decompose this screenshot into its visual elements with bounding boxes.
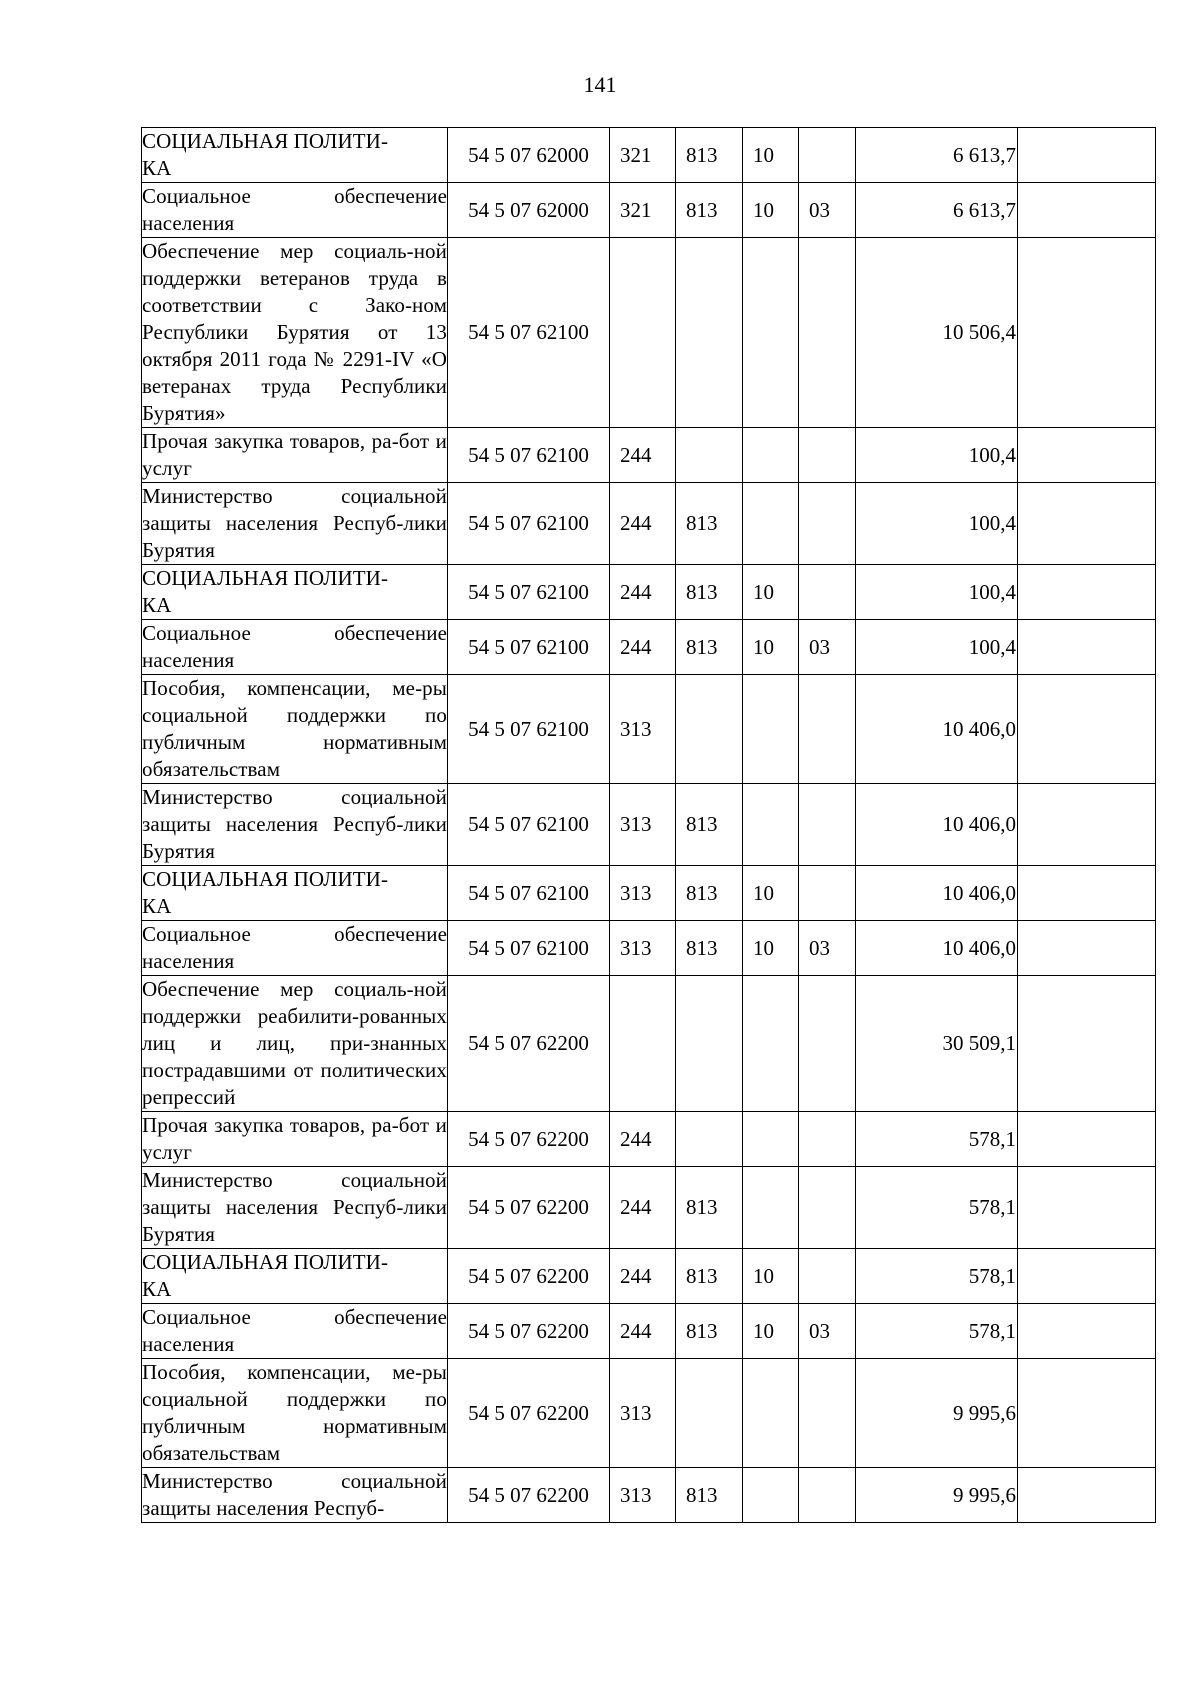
row-expense-type: 313 [610, 866, 676, 921]
row-amount: 578,1 [856, 1304, 1018, 1359]
row-amount: 9 995,6 [856, 1468, 1018, 1523]
row-extra [1018, 565, 1156, 620]
row-section [743, 1468, 799, 1523]
row-ministry-code [676, 675, 743, 784]
row-ministry-code [676, 428, 743, 483]
row-amount: 100,4 [856, 620, 1018, 675]
row-name-text: СОЦИАЛЬНАЯ ПОЛИТИ- КА [142, 1250, 389, 1301]
row-section: 10 [743, 183, 799, 238]
row-ministry-code: 813 [676, 1304, 743, 1359]
row-name [142, 1304, 448, 1359]
row-ministry-code: 813 [676, 784, 743, 866]
row-expense-type: 313 [610, 784, 676, 866]
row-target-code: 54 5 07 62100 [448, 483, 610, 565]
row-expense-type: 313 [610, 921, 676, 976]
row-amount: 578,1 [856, 1167, 1018, 1249]
row-extra [1018, 483, 1156, 565]
row-name [142, 1249, 448, 1304]
row-ministry-code: 813 [676, 128, 743, 183]
row-extra [1018, 1359, 1156, 1468]
row-name [142, 1468, 448, 1523]
row-expense-type: 244 [610, 1112, 676, 1167]
table-row [142, 1249, 1156, 1304]
row-amount: 100,4 [856, 428, 1018, 483]
row-ministry-code: 813 [676, 183, 743, 238]
row-name [142, 1112, 448, 1167]
row-amount: 10 406,0 [856, 784, 1018, 866]
row-amount: 30 509,1 [856, 976, 1018, 1112]
row-section [743, 238, 799, 428]
row-name-text: Социальное обеспечение населения [142, 621, 447, 672]
row-ministry-code [676, 238, 743, 428]
row-ministry-code: 813 [676, 483, 743, 565]
row-target-code: 54 5 07 62100 [448, 620, 610, 675]
table-row [142, 1304, 1156, 1359]
row-target-code: 54 5 07 62100 [448, 428, 610, 483]
row-expense-type: 244 [610, 565, 676, 620]
row-section: 10 [743, 1249, 799, 1304]
row-name [142, 565, 448, 620]
row-expense-type [610, 238, 676, 428]
row-name-text: Социальное обеспечение населения [142, 922, 447, 973]
row-subsection [799, 428, 856, 483]
row-name-text: Министерство социальной защиты населения Респуб- [142, 1469, 447, 1520]
row-expense-type [610, 976, 676, 1112]
row-name-text: СОЦИАЛЬНАЯ ПОЛИТИ- КА [142, 129, 389, 180]
row-amount: 100,4 [856, 565, 1018, 620]
row-name-text: Пособия, компенсации, ме-ры социальной поддержки по публичным нормативным обязательствам [142, 1360, 447, 1465]
row-name-text: Министерство социальной защиты населения Респуб-лики Бурятия [142, 484, 447, 562]
row-extra [1018, 1167, 1156, 1249]
row-amount: 10 406,0 [856, 866, 1018, 921]
row-name [142, 921, 448, 976]
row-target-code: 54 5 07 62200 [448, 976, 610, 1112]
row-extra [1018, 128, 1156, 183]
row-subsection [799, 483, 856, 565]
row-ministry-code: 813 [676, 1468, 743, 1523]
row-name-text: Обеспечение мер социаль-ной поддержки реабилити-рованных лиц и лиц, при-знанных пострадавшими от политических репрессий [142, 977, 447, 1109]
row-section [743, 483, 799, 565]
row-section [743, 1112, 799, 1167]
row-target-code: 54 5 07 62200 [448, 1468, 610, 1523]
row-amount: 10 406,0 [856, 675, 1018, 784]
row-section [743, 428, 799, 483]
row-amount: 9 995,6 [856, 1359, 1018, 1468]
table-row [142, 565, 1156, 620]
row-expense-type: 244 [610, 1249, 676, 1304]
row-extra [1018, 1112, 1156, 1167]
table-row [142, 921, 1156, 976]
table-body [142, 128, 1156, 1523]
row-name-text: СОЦИАЛЬНАЯ ПОЛИТИ- КА [142, 867, 389, 918]
row-name [142, 128, 448, 183]
row-expense-type: 321 [610, 183, 676, 238]
row-target-code: 54 5 07 62100 [448, 921, 610, 976]
row-subsection [799, 238, 856, 428]
row-subsection [799, 1167, 856, 1249]
row-amount: 6 613,7 [856, 183, 1018, 238]
row-target-code: 54 5 07 62000 [448, 128, 610, 183]
row-name-text: СОЦИАЛЬНАЯ ПОЛИТИ- КА [142, 566, 389, 617]
row-amount: 100,4 [856, 483, 1018, 565]
row-extra [1018, 183, 1156, 238]
row-ministry-code: 813 [676, 921, 743, 976]
table-row [142, 128, 1156, 183]
row-ministry-code [676, 1112, 743, 1167]
row-name-text: Обеспечение мер социаль-ной поддержки ветеранов труда в соответствии с Зако-ном Республики Бурятия от 13 октября 2011 года № 2291-IV «О ветеранах труда Республики Бурятия» [142, 239, 447, 425]
row-ministry-code: 813 [676, 1249, 743, 1304]
row-name-text: Прочая закупка товаров, ра-бот и услуг [142, 1113, 447, 1164]
row-section [743, 976, 799, 1112]
row-amount: 578,1 [856, 1249, 1018, 1304]
row-name [142, 238, 448, 428]
row-name [142, 784, 448, 866]
row-expense-type: 313 [610, 1359, 676, 1468]
row-extra [1018, 921, 1156, 976]
row-ministry-code: 813 [676, 565, 743, 620]
row-section [743, 1359, 799, 1468]
row-ministry-code: 813 [676, 866, 743, 921]
row-name [142, 976, 448, 1112]
row-subsection [799, 1249, 856, 1304]
row-extra [1018, 1304, 1156, 1359]
row-name [142, 675, 448, 784]
page-number: 141 [583, 72, 617, 97]
row-amount: 10 406,0 [856, 921, 1018, 976]
row-ministry-code [676, 976, 743, 1112]
row-ministry-code: 813 [676, 620, 743, 675]
table-row [142, 675, 1156, 784]
row-name-text: Пособия, компенсации, ме-ры социальной поддержки по публичным нормативным обязательствам [142, 676, 447, 781]
row-section: 10 [743, 1304, 799, 1359]
row-section: 10 [743, 620, 799, 675]
row-target-code: 54 5 07 62200 [448, 1167, 610, 1249]
row-subsection [799, 565, 856, 620]
row-ministry-code: 813 [676, 1167, 743, 1249]
row-expense-type: 321 [610, 128, 676, 183]
row-expense-type: 244 [610, 483, 676, 565]
row-target-code: 54 5 07 62200 [448, 1359, 610, 1468]
row-target-code: 54 5 07 62100 [448, 866, 610, 921]
row-name-text: Министерство социальной защиты населения Респуб-лики Бурятия [142, 1168, 447, 1246]
row-extra [1018, 866, 1156, 921]
row-target-code: 54 5 07 62100 [448, 565, 610, 620]
row-extra [1018, 428, 1156, 483]
row-target-code: 54 5 07 62100 [448, 238, 610, 428]
table-row [142, 866, 1156, 921]
table-row [142, 483, 1156, 565]
row-subsection [799, 1359, 856, 1468]
table-row [142, 784, 1156, 866]
table-row [142, 183, 1156, 238]
row-extra [1018, 1468, 1156, 1523]
row-expense-type: 244 [610, 428, 676, 483]
row-target-code: 54 5 07 62200 [448, 1112, 610, 1167]
row-subsection [799, 1468, 856, 1523]
row-section [743, 784, 799, 866]
row-expense-type: 313 [610, 1468, 676, 1523]
table-row [142, 1468, 1156, 1523]
row-amount: 578,1 [856, 1112, 1018, 1167]
row-name-text: Социальное обеспечение населения [142, 1305, 447, 1356]
row-subsection: 03 [799, 620, 856, 675]
row-expense-type: 244 [610, 1304, 676, 1359]
row-extra [1018, 784, 1156, 866]
row-subsection: 03 [799, 1304, 856, 1359]
row-target-code: 54 5 07 62200 [448, 1304, 610, 1359]
table-row [142, 1167, 1156, 1249]
row-subsection [799, 976, 856, 1112]
row-subsection [799, 675, 856, 784]
row-section [743, 1167, 799, 1249]
row-section: 10 [743, 921, 799, 976]
row-name [142, 620, 448, 675]
row-name-text: Министерство социальной защиты населения Респуб-лики Бурятия [142, 785, 447, 863]
row-target-code: 54 5 07 62100 [448, 675, 610, 784]
row-section: 10 [743, 565, 799, 620]
table-row [142, 1112, 1156, 1167]
row-extra [1018, 1249, 1156, 1304]
row-target-code: 54 5 07 62000 [448, 183, 610, 238]
row-subsection [799, 866, 856, 921]
row-expense-type: 244 [610, 620, 676, 675]
row-name [142, 1167, 448, 1249]
table-row [142, 620, 1156, 675]
budget-table [141, 127, 1156, 1523]
row-section: 10 [743, 866, 799, 921]
row-section: 10 [743, 128, 799, 183]
table-row [142, 428, 1156, 483]
row-extra [1018, 675, 1156, 784]
row-subsection [799, 1112, 856, 1167]
row-target-code: 54 5 07 62100 [448, 784, 610, 866]
table-row [142, 1359, 1156, 1468]
row-amount: 10 506,4 [856, 238, 1018, 428]
row-name [142, 183, 448, 238]
table-row [142, 976, 1156, 1112]
row-section [743, 675, 799, 784]
row-name [142, 866, 448, 921]
row-extra [1018, 620, 1156, 675]
row-extra [1018, 976, 1156, 1112]
row-subsection: 03 [799, 183, 856, 238]
row-expense-type: 313 [610, 675, 676, 784]
row-name [142, 483, 448, 565]
row-subsection [799, 128, 856, 183]
row-amount: 6 613,7 [856, 128, 1018, 183]
row-target-code: 54 5 07 62200 [448, 1249, 610, 1304]
row-name-text: Прочая закупка товаров, ра-бот и услуг [142, 429, 447, 480]
row-extra [1018, 238, 1156, 428]
table-row [142, 238, 1156, 428]
row-subsection [799, 784, 856, 866]
row-name [142, 1359, 448, 1468]
row-name [142, 428, 448, 483]
row-ministry-code [676, 1359, 743, 1468]
row-name-text: Социальное обеспечение населения [142, 184, 447, 235]
row-subsection: 03 [799, 921, 856, 976]
row-expense-type: 244 [610, 1167, 676, 1249]
